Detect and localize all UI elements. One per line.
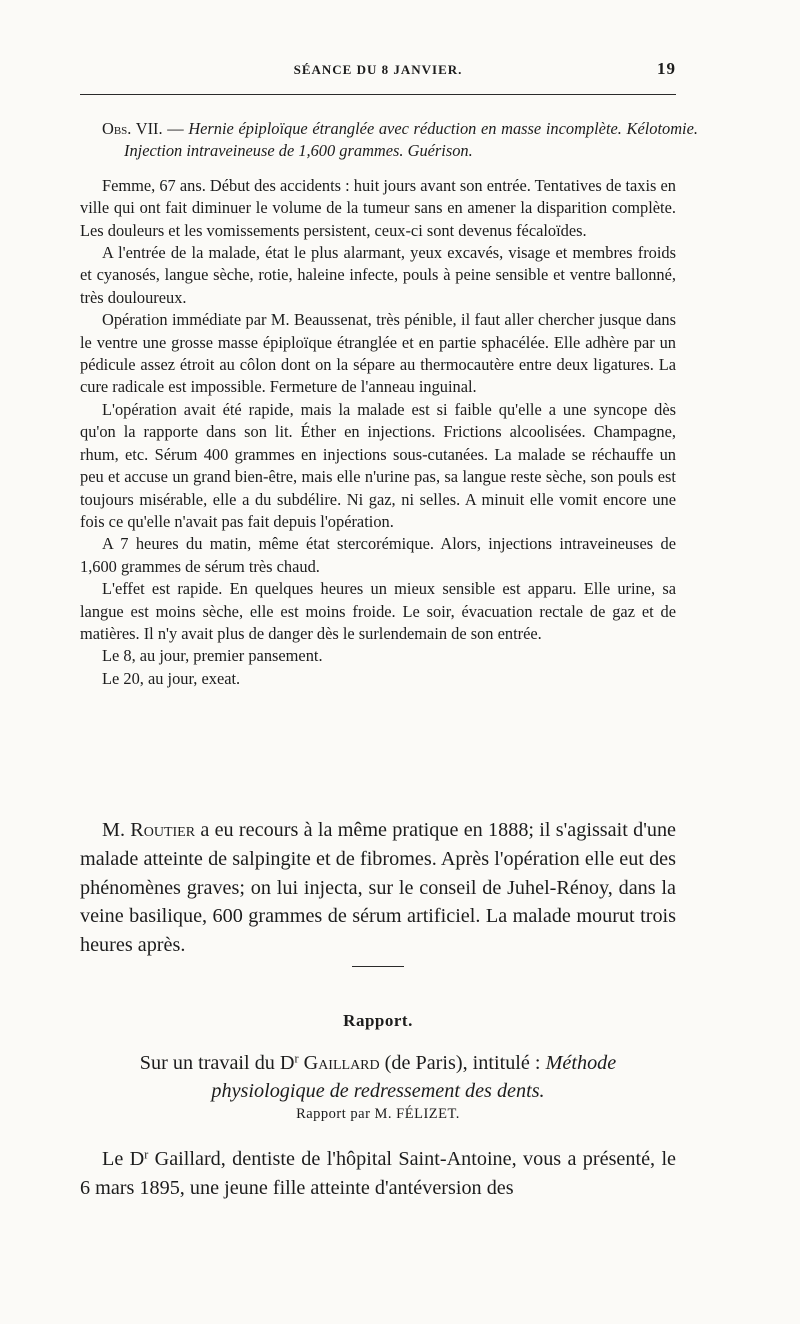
routier-name: Routier [130, 819, 196, 841]
report-title-prefix: Sur un travail du D [139, 1052, 295, 1074]
header-rule [80, 94, 676, 95]
page-number: 19 [657, 59, 676, 78]
report-title [80, 1049, 676, 1105]
observation-title-line-3: Guérison. [407, 141, 473, 161]
book-page [80, 0, 698, 1324]
routier-text [80, 816, 676, 960]
report-title-italic-1: Méthode [545, 1052, 617, 1074]
final-sup: r [144, 1147, 149, 1162]
observation-paragraph: Le 20, au jour, exeat. [102, 668, 241, 688]
routier-paragraph [80, 816, 676, 960]
routier-body: a eu recours à la même pratique en 1888; il s'agissait d'une malade atteinte de salpingite et de fibromes. Après l'opération elle eut des phénomènes graves; on lui injecta, sur le conseil de Juhel-Rénoy, dans la veine basilique, 600 grammes de sérum artificiel. La malade mourut trois heures après. [80, 819, 676, 957]
routier-prefix: M. [102, 819, 125, 841]
final-text [80, 1145, 676, 1203]
final-body: Gaillard, dentiste de l'hôpital Saint-Antoine, vous a présenté, le 6 mars 1895, une jeune fille atteinte d'antéversion des [80, 1148, 677, 1199]
running-head [80, 59, 676, 82]
observation-paragraph: Femme, 67 ans. Début des accidents : huit jours avant son entrée. Tentatives de taxis en ville qui ont fait diminuer le volume de la tumeur sans en amener la disparition complète. Les douleurs et les vomissements persistent, ceux-ci sont devenus fécaloïdes. [80, 175, 676, 240]
observation-dash: — [167, 119, 184, 138]
section-divider [352, 966, 404, 967]
observation-title-line-2: incomplète. Kélotomie. Injection intraveineuse de 1,600 grammes. [124, 119, 698, 161]
observation-title-line-1: Hernie épiploïque étranglée avec réduction en masse [188, 119, 542, 138]
report-title-italic-2: physiologique de redressement des dents. [211, 1080, 545, 1102]
observation-paragraph: A l'entrée de la malade, état le plus alarmant, yeux excavés, visage et membres froids et cyanosés, langue sèche, rotie, haleine infecte, pouls à peine sensible et ventre ballonné, très douloureux. [80, 243, 676, 307]
observation-paragraph: Opération immédiate par M. Beaussenat, très pénible, il faut aller chercher jusque dans le ventre une grosse masse épiploïque étranglée et en partie sphacélée. Elle adhère par un pédicule assez étroit au côlon dont on la sépare au thermocautère entre deux ligatures. La cure radicale est impossible. Fermeture de l'anneau inguinal. [80, 310, 676, 397]
final-paragraph [80, 1145, 676, 1203]
observation-title [102, 118, 698, 163]
observation-paragraph: L'opération avait été rapide, mais la malade est si faible qu'elle a une syncope dès qu'on la rapporte dans son lit. Éther en injections. Frictions alcoolisées. Champagne, rhum, etc. Sérum 400 grammes en injections sous-cutanées. La malade se réchauffe un peu et accuse un grand bien-être, mais elle n'urine pas, sa langue reste sèche, son pouls est toujours misérable, elle a du subdélire. Ni gaz, ni selles. A minuit elle vomit encore une fois ce qu'elle n'avait pas fait depuis l'opération. [80, 399, 676, 531]
report-title-mid: (de Paris), intitulé : [384, 1052, 541, 1074]
observation-paragraph: A 7 heures du matin, même état stercorémique. Alors, injections intraveineuses de 1,600 grammes de sérum très chaud. [80, 534, 676, 576]
running-title: SÉANCE DU 8 JANVIER. [293, 62, 463, 77]
report-byline: Rapport par M. FÉLIZET. [296, 1106, 460, 1122]
observation-paragraph: Le 8, au jour, premier pansement. [102, 646, 323, 666]
section-heading: Rapport. [343, 1011, 413, 1030]
observation-paragraph: L'effet est rapide. En quelques heures un mieux sensible est apparu. Elle urine, sa langue est moins sèche, elle est moins froide. Le soir, évacuation rectale de gaz et de matières. Il n'y avait plus de danger dès le surlendemain de son entrée. [80, 579, 676, 643]
report-title-sup: r [294, 1051, 299, 1066]
final-prefix: Le D [102, 1148, 145, 1170]
observation-block [80, 118, 698, 690]
observation-label: Obs. VII. [102, 119, 163, 138]
report-author: Gaillard [303, 1052, 380, 1074]
